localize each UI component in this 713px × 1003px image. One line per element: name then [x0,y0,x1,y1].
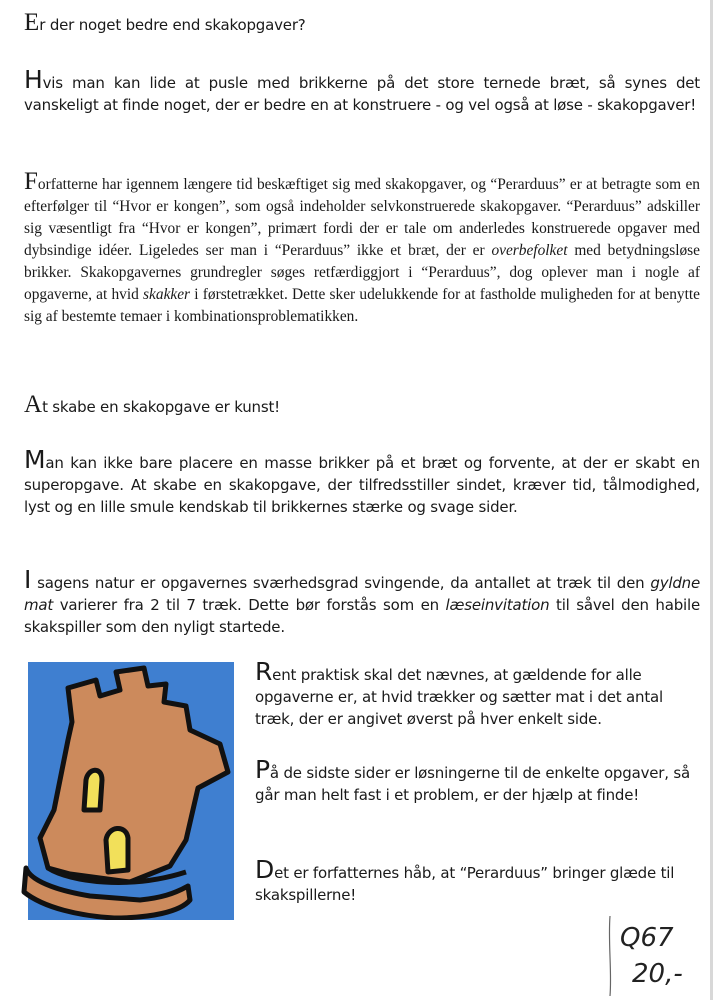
paragraph-solutions [255,755,701,806]
drop-cap: H [24,65,43,94]
paragraph-practical [255,657,701,730]
handwritten-code: Q67 [620,923,674,953]
emphasis-gyldne-mat: gyldne mat [24,574,700,614]
paragraph-text: orfatterne har igennem længere tid beskæftiget sig med skakopgaver, og “Perarduus” er at betragte som en efterfølger til “Hvor er kongen”, som også indeholder selvkonstruerede skakopgaver. “Perarduus” adskiller sig væsentligt fra “Hvor er kongen”, primært fordi der er tale om anderledes konstruerede opgaver med dybsindige idéer. Ligeledes ser man i “Perarduus” ikke et bræt, der er [24,176,700,259]
drop-cap: E [24,9,40,36]
paragraph-intro [24,65,700,116]
heading-art [24,391,700,419]
paragraph-text: varierer fra 2 til 7 træk. Dette bør forstås som en [53,596,446,614]
heading-text: t skabe en skakopgave er kunst! [42,398,280,416]
paragraph-difficulty [24,565,700,638]
drop-cap: A [24,391,43,418]
paragraph-text: vis man kan lide at pusle med brikkerne på det store ternede bræt, så synes det vanskeligt at finde noget, der er bedre en at konstruere - og vel også at løse - skakopgaver! [24,74,700,114]
drop-cap: D [255,855,275,884]
heading-better-than-chess-problems [24,9,700,37]
emphasis-laeseinvitation: læseinvitation [445,596,550,614]
paragraph-text: i førstetrækket. Dette sker udelukkende for at fastholde muligheden for at benytte sig af bestemte temaer i kombinationsproblematikken. [24,286,700,325]
handwritten-note-drawing [604,912,704,998]
paragraph-text: et er forfatternes håb, at “Perarduus” bringer glæde til skakspillerne! [255,864,675,904]
paragraph-text: sagens natur er opgavernes sværhedsgrad svingende, da antallet at træk til den [31,574,651,592]
paragraph-text: an kan ikke bare placere en masse brikker på et bræt og forvente, at der er skabt en superopgave. At skabe en skakopgave, der tilfredsstiller sindet, kræver tid, tålmodighed, lyst og en lille smule kendskab til brikkernes stærke og svage sider. [24,454,700,516]
paragraph-creating [24,445,700,518]
drop-cap: P [255,755,270,784]
rook-illustration [10,660,240,920]
emphasis-overbefolket: overbefolket [491,242,568,259]
handwritten-price-note [604,912,704,998]
paragraph-text: med betydningsløse brikker. Skakopgavernes grundregler søges retfærdiggjort i “Perarduus”, dog oplever man i nogle af opgaverne, at hvid [24,242,700,303]
drop-cap: R [255,657,273,686]
paragraph-text: til såvel den habile skakspiller som den nyligt startede. [24,596,700,636]
heading-text: r der noget bedre end skakopgaver? [39,16,306,34]
drop-cap: F [24,168,38,195]
paragraph-text: å de sidste sider er løsningerne til de enkelte opgaver, så går man helt fast i et problem, er der hjælp at finde! [255,764,690,804]
paragraph-hope [255,855,701,906]
rook-tower-icon [10,660,240,920]
drop-cap: I [24,565,32,594]
drop-cap: M [24,445,46,474]
paragraph-authors [24,168,700,328]
handwritten-price: 20,- [632,959,683,989]
emphasis-skakker: skakker [143,286,191,303]
paragraph-text: ent praktisk skal det nævnes, at gældende for alle opgaverne er, at hvid trækker og sætter mat i det antal træk, der er angivet øverst på hver enkelt side. [255,666,663,728]
